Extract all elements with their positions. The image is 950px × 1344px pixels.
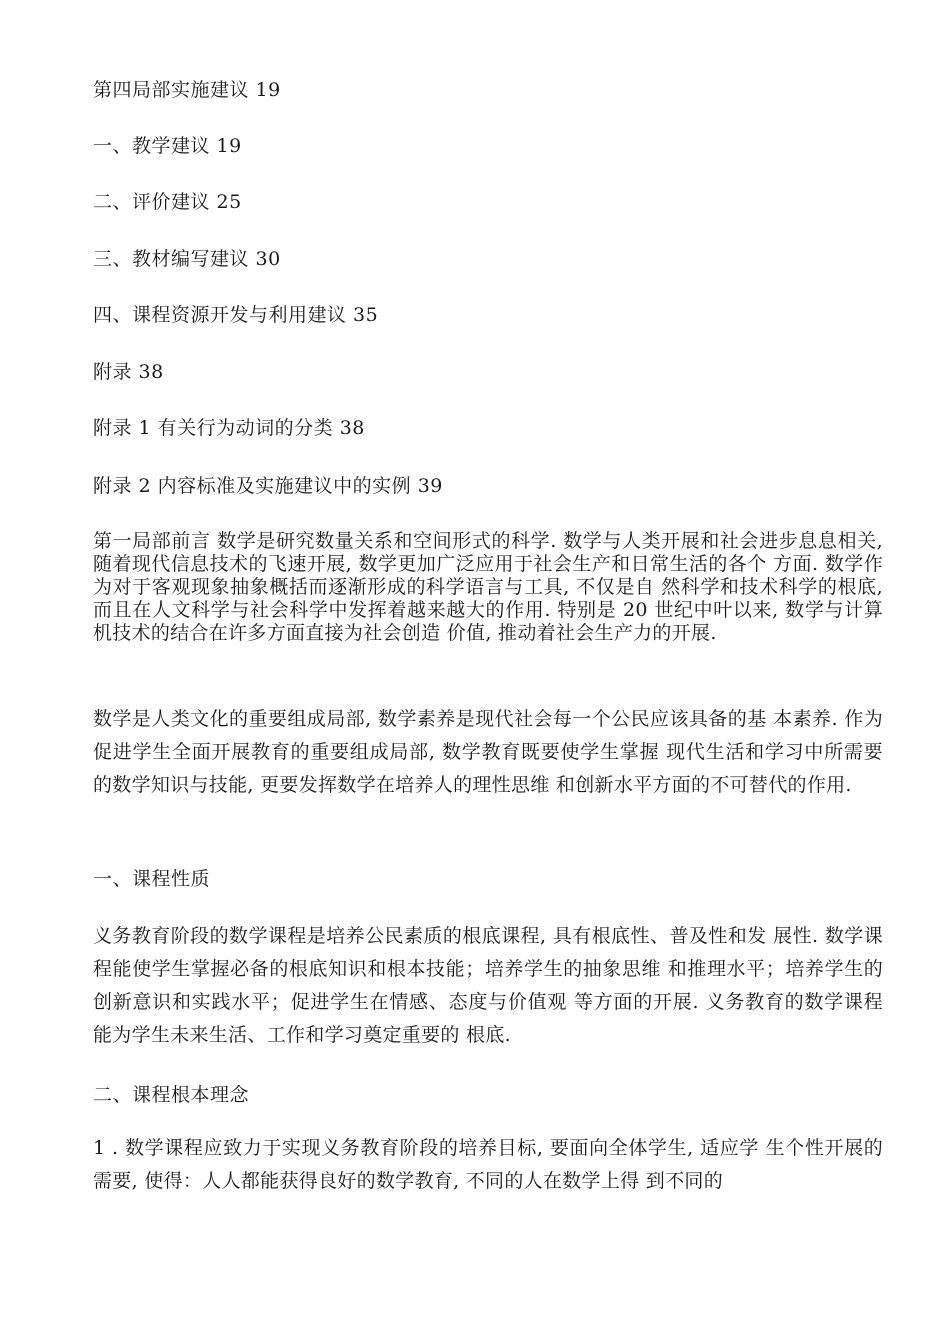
toc-entry-textbook: 三、教材编写建议 30 xyxy=(93,248,281,270)
toc-entry-appendix-1: 附录 1 有关行为动词的分类 38 xyxy=(93,417,365,439)
toc-entry-resources: 四、课程资源开发与利用建议 35 xyxy=(93,304,379,326)
section-heading-course-nature: 一、课程性质 xyxy=(93,868,211,890)
toc-entry-evaluation: 二、评价建议 25 xyxy=(93,191,242,213)
toc-entry-part-four: 第四局部实施建议 19 xyxy=(93,79,281,101)
culture-paragraph: 数学是人类文化的重要组成局部, 数学素养是现代社会每一个公民应该具备的基 本素养. 作为促进学生全面开展教育的重要组成局部, 数学教育既要使学生掌握 现代生活和学习中所需要的数学知识与技能, 更要发挥数学在培养人的理性思维 和创新水平方面的不可替代的作用. xyxy=(93,708,883,796)
section-heading-basic-concepts: 二、课程根本理念 xyxy=(93,1084,250,1106)
concept-paragraph-1: 1 . 数学课程应致力于实现义务教育阶段的培养目标, 要面向全体学生, 适应学 生个性开展的需要, 使得：人人都能获得良好的数学教育, 不同的人在数学上得 到不同的 xyxy=(93,1137,883,1192)
toc-entry-appendix-2: 附录 2 内容标准及实施建议中的实例 39 xyxy=(93,475,443,497)
toc-entry-teaching: 一、教学建议 19 xyxy=(93,135,242,157)
toc-entry-appendix: 附录 38 xyxy=(93,361,164,383)
preface-paragraph: 第一局部前言 数学是研究数量关系和空间形式的科学. 数学与人类开展和社会进步息息相关, 随着现代信息技术的飞速开展, 数学更加广泛应用于社会生产和日常生活的各个 方面. 数学作为对于客观现象抽象概括而逐渐形成的科学语言与工具, 不仅是自 然科学和技术科学的根底, 而且在人文科学与社会科学中发挥着越来越大的作用. 特别是 20 世纪中叶以来, 数学与计算机技术的结合在许多方面直接为社会创造 价值, 推动着社会生产力的开展. xyxy=(93,530,883,644)
course-nature-paragraph: 义务教育阶段的数学课程是培养公民素质的根底课程, 具有根底性、普及性和发 展性. 数学课程能使学生掌握必备的根底知识和根本技能；培养学生的抽象思维 和推理水平；培养学生的创新意识和实践水平；促进学生在情感、态度与价值观 等方面的开展. 义务教育的数学课程能为学生未来生活、工作和学习奠定重要的 根底. xyxy=(93,925,883,1046)
